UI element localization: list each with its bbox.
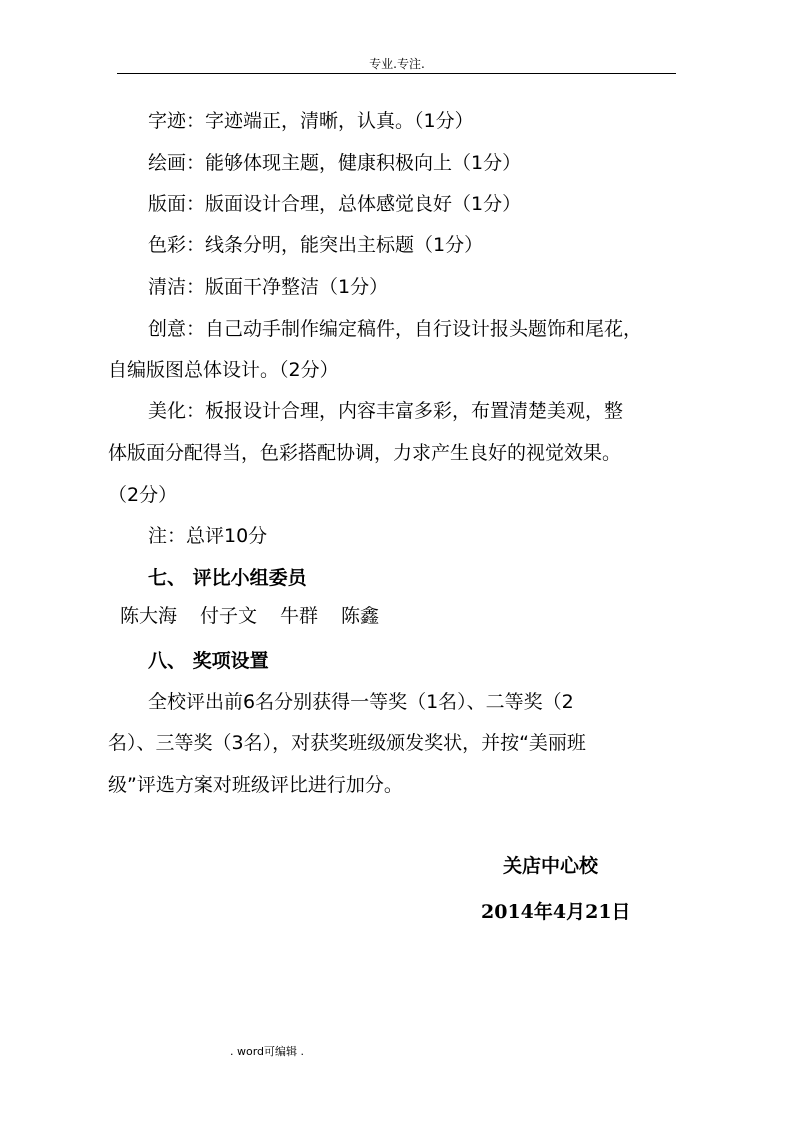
award-line: 全校评出前6名分别获得一等奖（1名）、二等奖（2	[148, 691, 574, 713]
body-line-layout: 版面：版面设计合理，总体感觉良好（1分）	[148, 193, 522, 215]
body-line-handwriting: 字迹：字迹端正，清晰，认真。（1分）	[148, 110, 474, 132]
body-line-creativity: 创意：自己动手制作编定稿件，自行设计报头题饰和尾花，	[148, 318, 643, 340]
body-line-beautify-score: （2分）	[108, 484, 178, 506]
body-line-total-note: 注：总评10分	[148, 525, 268, 547]
award-line: 名）、三等奖（3名），对获奖班级颁发奖状，并按“美丽班	[108, 732, 586, 754]
body-line-cleanliness: 清洁：版面干净整洁（1分）	[148, 276, 389, 298]
header-divider	[117, 73, 676, 74]
signature-date: 2014年4月21日	[481, 901, 631, 923]
body-line-beautify-cont: 体版面分配得当，色彩搭配协调，力求产生良好的视觉效果。	[108, 442, 622, 464]
body-line-color: 色彩：线条分明，能突出主标题（1分）	[148, 234, 484, 256]
committee-members	[120, 605, 402, 627]
page-header: 专业.专注.	[369, 57, 425, 71]
member-name: 付子文	[200, 605, 258, 627]
body-line-creativity-cont: 自编版图总体设计。（2分）	[108, 359, 339, 381]
page-footer: . word可编辑 .	[230, 1045, 305, 1058]
member-name: 陈大海	[120, 605, 178, 627]
award-line: 级”评选方案对班级评比进行加分。	[108, 774, 403, 796]
section7-heading: 七、 评比小组委员	[148, 567, 307, 589]
body-line-beautify: 美化：板报设计合理，内容丰富多彩，布置清楚美观，整	[148, 400, 624, 422]
signature-org: 关店中心校	[503, 855, 599, 877]
member-name: 陈鑫	[341, 605, 380, 627]
member-name: 牛群	[280, 605, 319, 627]
section8-heading: 八、 奖项设置	[148, 650, 269, 672]
body-line-drawing: 绘画：能够体现主题，健康积极向上（1分）	[148, 152, 522, 174]
